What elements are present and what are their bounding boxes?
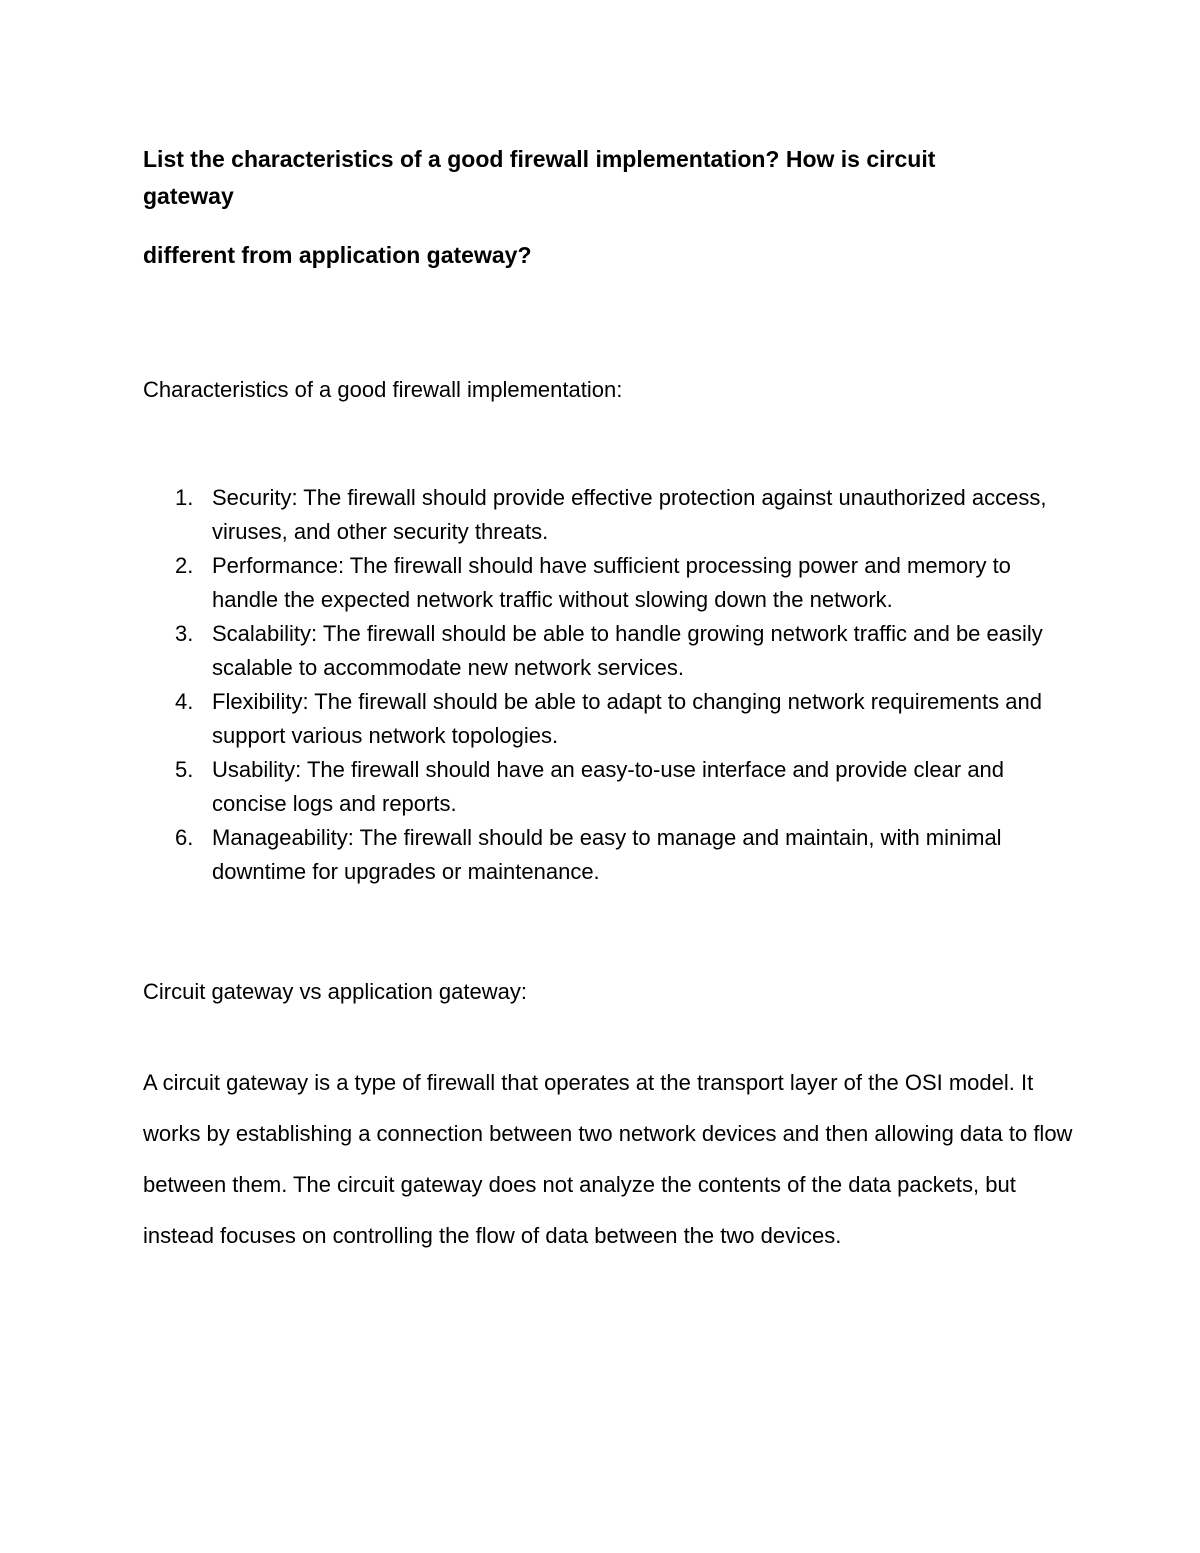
question-title-line-3: different from application gateway? — [143, 242, 532, 268]
list-item — [143, 753, 1083, 821]
list-item-number: 5. — [175, 757, 194, 782]
list-item-number: 4. — [175, 689, 194, 714]
characteristics-heading: Characteristics of a good firewall implementation: — [143, 377, 623, 402]
question-title-line-1: List the characteristics of a good firewall implementation? How is circuit — [143, 146, 936, 172]
list-item — [143, 617, 1083, 685]
list-item — [143, 549, 1083, 617]
list-item-number: 2. — [175, 553, 194, 578]
list-item-number: 3. — [175, 621, 194, 646]
comparison-heading: Circuit gateway vs application gateway: — [143, 979, 527, 1004]
question-title-line-2: gateway — [143, 183, 234, 209]
list-item — [143, 685, 1083, 753]
list-item-text: Security: The firewall should provide effective protection against unauthorized access, viruses, and other security threats. — [212, 485, 1047, 544]
list-item — [143, 821, 1083, 889]
list-item-number: 6. — [175, 825, 194, 850]
list-item-text: Usability: The firewall should have an easy-to-use interface and provide clear and concise logs and reports. — [212, 757, 1005, 816]
list-item-text: Flexibility: The firewall should be able to adapt to changing network requirements and support various network topologies. — [212, 689, 1042, 748]
list-item-number: 1. — [175, 485, 194, 510]
list-item-text: Performance: The firewall should have sufficient processing power and memory to handle the expected network traffic without slowing down the network. — [212, 553, 1011, 612]
list-item-text: Scalability: The firewall should be able to handle growing network traffic and be easily scalable to accommodate new network services. — [212, 621, 1043, 680]
characteristics-list — [143, 481, 1083, 889]
list-item-text: Manageability: The firewall should be easy to manage and maintain, with minimal downtime for upgrades or maintenance. — [212, 825, 1002, 884]
list-item — [143, 481, 1083, 549]
comparison-paragraph: A circuit gateway is a type of firewall that operates at the transport layer of the OSI model. It works by establishing a connection between two network devices and then allowing data to flow between them. The circuit gateway does not analyze the contents of the data packets, but instead focuses on controlling the flow of data between the two devices. — [143, 1070, 1073, 1248]
